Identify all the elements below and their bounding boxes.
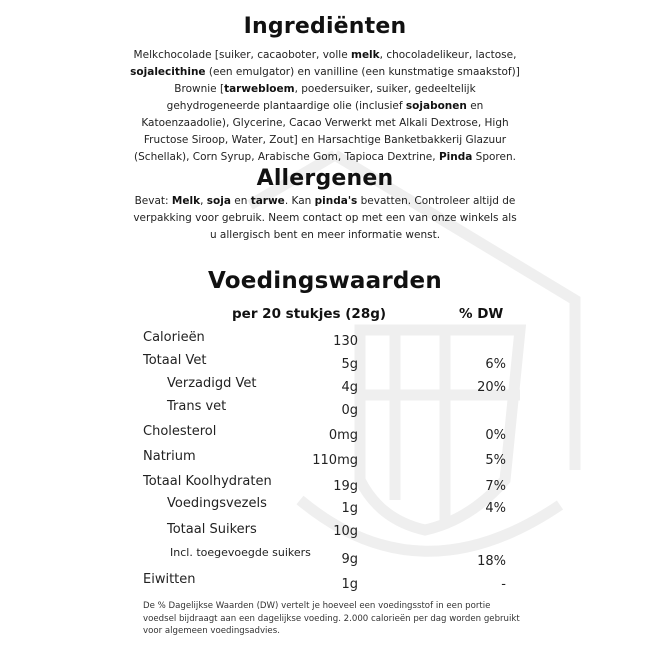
- nutrient-daily-value: 7%: [485, 479, 506, 494]
- nutrient-amount: 19g: [333, 479, 358, 494]
- text-segment: en: [230, 195, 251, 207]
- bold-allergen-term: Pinda: [438, 151, 473, 163]
- nutrient-amount: 130: [333, 334, 358, 349]
- nutrient-row-cholesterol: [0, 424, 650, 444]
- nutrient-daily-value: 6%: [485, 357, 506, 372]
- nutrient-row-calories: [0, 330, 650, 350]
- text-segment: ,: [200, 195, 207, 207]
- bold-allergen-term: Melk: [171, 195, 201, 207]
- bold-allergen-term: sojalecithine: [130, 66, 206, 78]
- nutrient-label: Trans vet: [167, 399, 227, 414]
- bold-allergen-term: tarwebloem: [224, 83, 295, 95]
- nutrient-row-total-fat: [0, 353, 650, 373]
- nutrient-row-saturated-fat: [0, 376, 650, 396]
- allergens-text: [130, 193, 520, 244]
- text-segment: , poedersuiker, suiker, gedeeltelijk gehydrogeneerde plantaardige olie (inclusief: [166, 83, 476, 112]
- nutrient-row-added-sugars: [0, 546, 650, 569]
- text-segment: , chocoladelikeur, lactose,: [379, 49, 517, 61]
- nutrient-daily-value: 4%: [485, 501, 506, 516]
- text-segment: (een emulgator) en vanilline (een kunstmatige smaakstof)] Brownie [: [174, 66, 520, 95]
- bold-allergen-term: pinda's: [314, 195, 358, 207]
- daily-value-footnote: De % Dagelijkse Waarden (DW) vertelt je hoeveel een voedingsstof in een portie voedsel bijdraagt aan een dagelijkse voeding. 2.000 calorieën per dag worden gebruikt voor algemeen voedingsadvies.: [143, 601, 520, 636]
- nutrient-label: Cholesterol: [143, 424, 217, 439]
- text-segment: Sporen.: [472, 151, 516, 163]
- daily-value-header: % DW: [459, 306, 504, 322]
- text-segment: Bevat:: [134, 195, 172, 207]
- bold-allergen-term: soja: [206, 195, 231, 207]
- nutrient-row-sodium: [0, 449, 650, 469]
- serving-size-header: per 20 stukjes (28g): [232, 306, 387, 322]
- text-segment: Melkchocolade [suiker, cacaoboter, volle: [133, 49, 351, 61]
- nutrient-amount: 1g: [341, 501, 358, 516]
- nutrient-daily-value: -: [501, 577, 506, 592]
- nutrient-daily-value: 20%: [477, 380, 506, 395]
- nutrient-daily-value: 5%: [485, 453, 506, 468]
- nutrient-label: Natrium: [143, 449, 196, 464]
- nutrient-amount: 0mg: [328, 428, 358, 443]
- nutrient-label: Calorieën: [143, 330, 205, 345]
- nutrient-amount: 9g: [341, 552, 358, 567]
- ingredients-heading: Ingrediënten: [243, 14, 407, 39]
- nutrient-label: Incl. toegevoegde suikers: [170, 546, 311, 559]
- text-segment: . Kan: [284, 195, 315, 207]
- nutrient-label: Totaal Koolhydraten: [143, 474, 272, 489]
- nutrient-daily-value: 0%: [485, 428, 506, 443]
- nutrient-row-dietary-fiber: [0, 496, 650, 516]
- nutrient-amount: 10g: [333, 524, 358, 539]
- nutrient-row-protein: [0, 572, 650, 592]
- allergens-heading: Allergenen: [256, 166, 394, 191]
- nutrient-daily-value: 18%: [477, 554, 506, 569]
- nutrient-row-total-carbohydrates: [0, 474, 650, 494]
- nutrient-row-trans-fat: [0, 399, 650, 419]
- nutrient-amount: 110mg: [312, 453, 358, 468]
- ingredients-text: [130, 47, 520, 166]
- nutrient-amount: 4g: [341, 380, 358, 395]
- nutrient-label: Verzadigd Vet: [167, 376, 257, 391]
- bold-allergen-term: tarwe: [250, 195, 285, 207]
- nutrient-row-total-sugars: [0, 522, 650, 542]
- bold-allergen-term: sojabonen: [405, 100, 467, 112]
- nutrient-label: Totaal Vet: [143, 353, 207, 368]
- nutrient-label: Eiwitten: [143, 572, 196, 587]
- nutrient-label: Totaal Suikers: [167, 522, 257, 537]
- nutrition-heading: Voedingswaarden: [208, 268, 442, 294]
- nutrient-label: Voedingsvezels: [167, 496, 267, 511]
- nutrient-amount: 0g: [341, 403, 358, 418]
- text-segment: en Katoenzaadolie), Glycerine, Cacao Verwerkt met Alkali Dextrose, High Fructose Siroop, Water, Zout] en Harsachtige Banketbakkerij Glazuur (Schellak), Corn Syrup, Arabische Gom, Tapioca Dextrine,: [134, 100, 509, 163]
- bold-allergen-term: melk: [351, 49, 380, 61]
- nutrient-amount: 5g: [341, 357, 358, 372]
- nutrient-amount: 1g: [341, 577, 358, 592]
- text-segment: bevatten. Controleer altijd de verpakking voor gebruik. Neem contact op met een van onze winkels als u allergisch bent en meer informatie wenst.: [133, 195, 517, 241]
